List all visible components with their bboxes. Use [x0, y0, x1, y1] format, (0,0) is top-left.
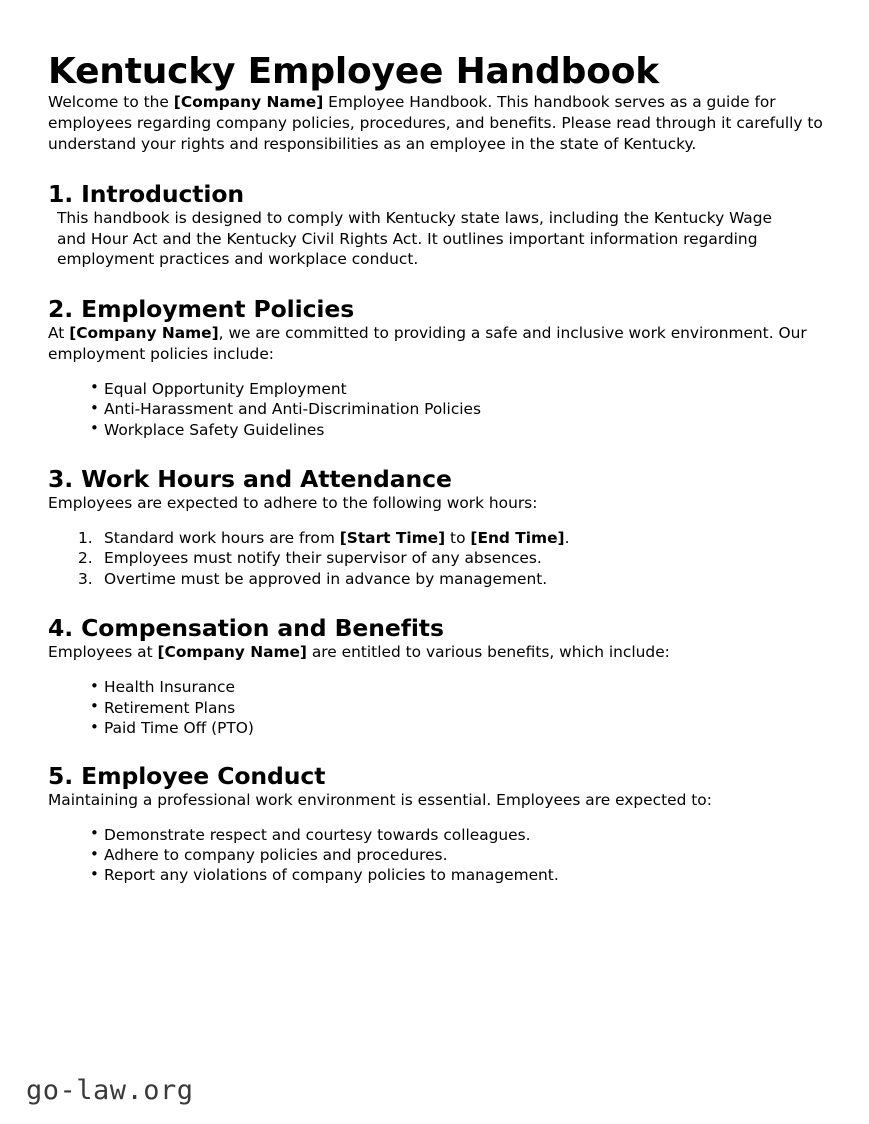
list-item: • Report any violations of company policies to management. — [90, 865, 823, 885]
section-paragraph-employee-conduct: Maintaining a professional work environment is essential. Employees are expected to: — [48, 790, 712, 809]
list-item: • Health Insurance — [90, 677, 823, 697]
section-paragraph-employment-policies — [48, 323, 823, 365]
list-item — [78, 528, 823, 548]
page-title: Kentucky Employee Handbook — [48, 51, 660, 92]
compensation-para-part1: Employees at — [48, 643, 158, 662]
work-hours-item1-part1: Standard work hours are from — [104, 528, 340, 547]
section-heading-work-hours: 3. Work Hours and Attendance — [48, 465, 452, 494]
benefits-list — [48, 663, 823, 738]
list-item: • Demonstrate respect and courtesy towards colleagues. — [90, 825, 823, 845]
work-hours-item1-part2: to — [445, 528, 471, 547]
section-heading-compensation: 4. Compensation and Benefits — [48, 614, 444, 643]
list-item: Overtime must be approved in advance by management. — [104, 569, 548, 588]
employment-policies-list — [48, 365, 823, 440]
section-paragraph-compensation — [48, 642, 823, 663]
list-item: • Anti-Harassment and Anti-Discrimination Policies — [90, 399, 823, 419]
start-time-placeholder: [Start Time] — [339, 528, 446, 547]
list-item: • Retirement Plans — [90, 698, 823, 718]
company-name-placeholder: [Company Name] — [173, 93, 324, 112]
section-heading-employee-conduct: 5. Employee Conduct — [48, 761, 326, 790]
work-hours-list — [48, 514, 823, 589]
watermark-go-law-org: go-law.org — [26, 1075, 194, 1106]
section-heading-employment-policies: 2. Employment Policies — [48, 295, 355, 324]
intro-text-part1: Welcome to the — [48, 93, 174, 112]
end-time-placeholder: [End Time] — [470, 528, 565, 547]
company-name-placeholder: [Company Name] — [157, 643, 307, 662]
section-paragraph-introduction: This handbook is designed to comply with Kentucky state laws, including the Kentucky Wage and Hour Act and the Kentucky Civil Rights Act. It outlines important information regarding employment practices and workplace conduct. — [57, 208, 772, 269]
employee-conduct-list — [48, 811, 823, 886]
employment-para-part1: At — [48, 324, 70, 343]
list-item: Employees must notify their supervisor of any absences. — [104, 549, 542, 568]
section-heading-introduction: 1. Introduction — [48, 179, 245, 208]
section-paragraph-work-hours: Employees are expected to adhere to the following work hours: — [48, 494, 538, 513]
employment-para-part2: , we are committed to providing a safe and inclusive work environment. Our employment policies include: — [48, 324, 807, 363]
list-item: • Equal Opportunity Employment — [90, 379, 823, 399]
list-item: • Workplace Safety Guidelines — [90, 420, 823, 440]
list-item: • Adhere to company policies and procedures. — [90, 845, 823, 865]
intro-paragraph — [48, 92, 823, 154]
document-content — [48, 0, 823, 886]
list-item: • Paid Time Off (PTO) — [90, 718, 823, 738]
intro-text-part2: Employee Handbook. This handbook serves as a guide for employees regarding company policies, procedures, and benefits. Please read through it carefully to understand your rights and responsibilities as an employee in the state of Kentucky. — [48, 93, 823, 153]
company-name-placeholder: [Company Name] — [69, 324, 219, 343]
compensation-para-part2: are entitled to various benefits, which include: — [306, 643, 670, 662]
work-hours-item1-part3: . — [564, 528, 570, 547]
